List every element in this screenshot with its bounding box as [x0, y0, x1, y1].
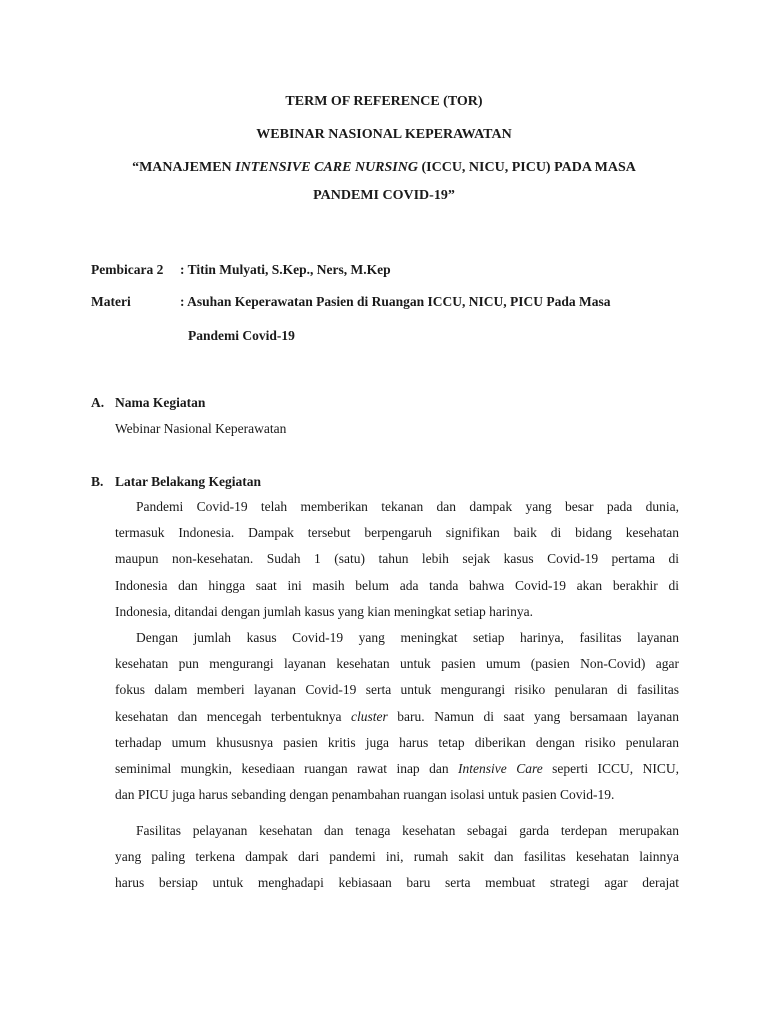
speaker-label: Pembicara 2: [91, 262, 164, 277]
text-run: seminimal mungkin, kesediaan ruangan rawat inap dan: [115, 760, 459, 776]
materi-label: Materi: [91, 294, 131, 309]
paragraph-line: Indonesia, ditandai dengan jumlah kasus yang kian meningkat setiap harinya.: [115, 603, 534, 619]
speaker-value: : Titin Mulyati, S.Kep., Ners, M.Kep: [180, 262, 391, 277]
document-theme-line1: [0, 160, 768, 176]
paragraph-1: [115, 494, 679, 625]
paragraph-2: [115, 625, 679, 808]
section-b-heading: Latar Belakang Kegiatan: [115, 474, 262, 489]
section-a-heading: Nama Kegiatan: [115, 395, 206, 410]
theme-prefix: “MANAJEMEN: [132, 160, 236, 175]
paragraph-line: harus bersiap untuk menghadapi kebiasaan baru serta membuat strategi agar derajat: [115, 875, 679, 891]
italic-term-cluster: cluster: [351, 708, 388, 724]
italic-term-intensive-care: Intensive Care: [458, 760, 543, 776]
materi-value-line1: : Asuhan Keperawatan Pasien di Ruangan ICCU, NICU, PICU Pada Masa: [180, 294, 611, 309]
paragraph-line: Pandemi Covid-19 telah memberikan tekanan dan dampak yang besar pada dunia,: [136, 499, 679, 514]
document-title: TERM OF REFERENCE (TOR): [285, 94, 483, 109]
paragraph-3: [115, 818, 679, 897]
section-a-marker: A.: [91, 395, 105, 410]
materi-value-line2: Pandemi Covid-19: [188, 328, 295, 343]
paragraph-line: [115, 704, 679, 730]
paragraph-line: terhadap umum khususnya pasien kritis juga harus tetap diberikan dengan risiko penularan: [115, 734, 679, 750]
paragraph-line: maupun non-kesehatan. Sudah 1 (satu) tahun lebih sejak kasus Covid-19 pertama di: [115, 551, 679, 567]
paragraph-line: Fasilitas pelayanan kesehatan dan tenaga kesehatan sebagai garda terdepan merupakan: [136, 823, 679, 838]
section-a-body: Webinar Nasional Keperawatan: [115, 421, 287, 436]
paragraph-line: [115, 756, 679, 782]
section-b-marker: B.: [91, 474, 104, 489]
paragraph-line: dan PICU juga harus sebanding dengan penambahan ruangan isolasi untuk pasien Covid-19.: [115, 787, 615, 803]
text-run: seperti ICCU, NICU,: [542, 760, 679, 776]
text-run: baru. Namun di saat yang bersamaan layanan: [387, 708, 680, 724]
document-subtitle: WEBINAR NASIONAL KEPERAWATAN: [256, 127, 512, 142]
text-run: kesehatan dan mencegah terbentuknya: [115, 708, 352, 724]
paragraph-line: Dengan jumlah kasus Covid-19 yang meningkat setiap harinya, fasilitas layanan: [136, 630, 679, 645]
theme-suffix: (ICCU, NICU, PICU) PADA MASA: [417, 160, 636, 175]
paragraph-line: Indonesia dan hingga saat ini masih belum ada tanda bahwa Covid-19 akan berakhir di: [115, 577, 679, 593]
paragraph-line: kesehatan pun mengurangi layanan kesehatan untuk pasien umum (pasien Non-Covid) agar: [115, 656, 679, 672]
paragraph-line: yang paling terkena dampak dari pandemi ini, rumah sakit dan fasilitas kesehatan lainnya: [115, 849, 679, 865]
document-theme-line2: PANDEMI COVID-19”: [313, 188, 455, 203]
paragraph-line: fokus dalam memberi layanan Covid-19 serta untuk mengurangi risiko penularan di fasilitas: [115, 682, 679, 698]
theme-italic: INTENSIVE CARE NURSING: [235, 160, 418, 175]
paragraph-line: termasuk Indonesia. Dampak tersebut berpengaruh signifikan baik di bidang kesehatan: [115, 525, 679, 541]
